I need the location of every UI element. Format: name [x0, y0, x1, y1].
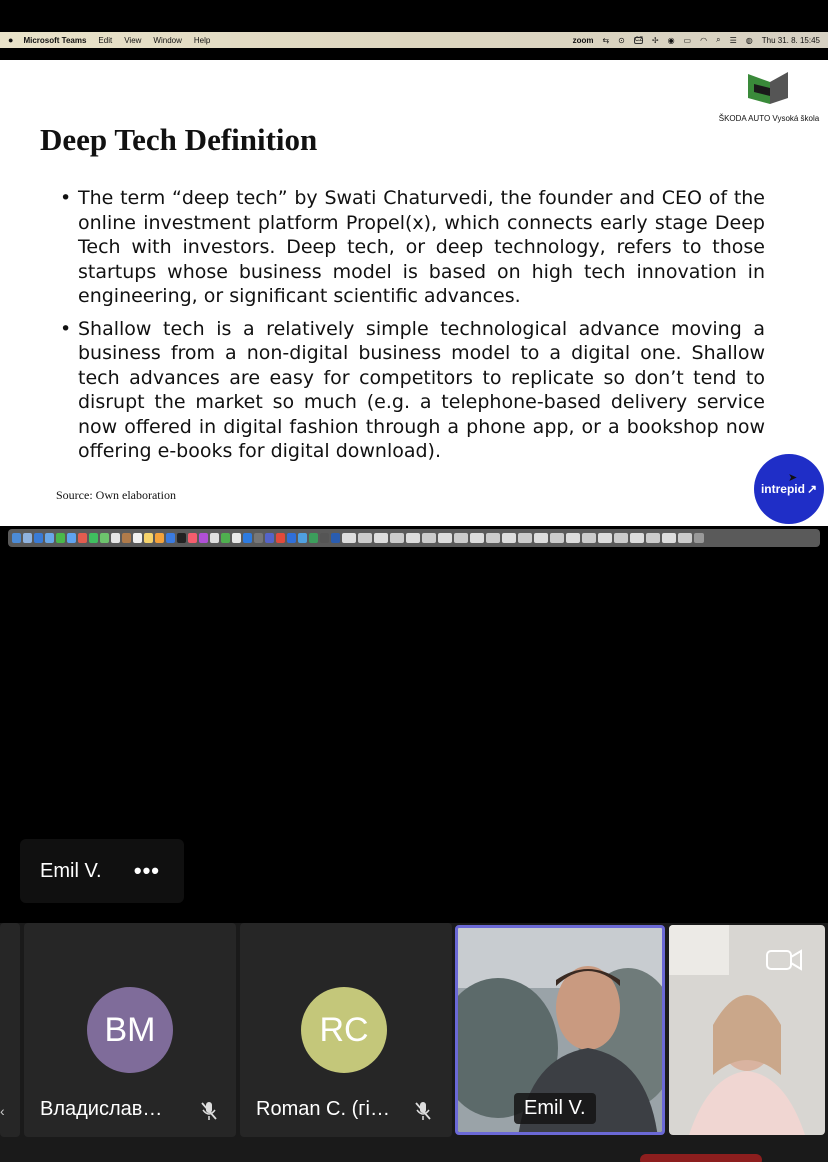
screen-share-top-gap	[0, 48, 828, 60]
mic-muted-icon	[200, 1101, 218, 1121]
apple-icon[interactable]: ●	[8, 35, 14, 45]
participant-video-active[interactable]	[455, 925, 665, 1135]
bullet-deep-tech: • The term “deep tech” by Swati Chaturvedi, the founder and CEO of the online investment platform Propel(x), which connects early stage Deep Tech with investors. Deep tech, or deep technology, refers to those startups whose business model is based on high tech innovation in engineering, or significant scientific advances.	[60, 186, 765, 309]
dock-app-icon	[12, 533, 21, 543]
dock-app-icon	[177, 533, 186, 543]
dock-app-icon	[199, 533, 208, 543]
dock-app-icon	[276, 533, 285, 543]
dock-app-icon	[89, 533, 98, 543]
dock-window-thumb	[550, 533, 564, 543]
avatar: RC	[301, 987, 387, 1073]
dock-window-thumb	[454, 533, 468, 543]
dock-window-thumb	[678, 533, 692, 543]
bullet-list	[60, 186, 765, 472]
dock-app-icon	[254, 533, 263, 543]
dock-app-icon	[34, 533, 43, 543]
participant-tile-partial[interactable]	[0, 923, 20, 1137]
status-icon[interactable]: ⇆	[602, 35, 610, 45]
shared-slide	[0, 60, 828, 526]
dock-app-icon	[210, 533, 219, 543]
dock-window-thumb	[342, 533, 356, 543]
menu-view[interactable]: View	[124, 35, 142, 45]
dock-window-thumb	[598, 533, 612, 543]
active-speaker-name: Emil V.	[40, 859, 102, 882]
bullet-shallow-tech: • Shallow tech is a relatively simple technological advance moving a business from a non-digital business model to a digital one. Shallow tech advances are easy for competitors to replicate so don’t tend to disrupt the market so much (e.g. a telephone-based delivery service now offered in digital fashion through a phone app, or a bookshop now offering e-books for digital download).	[60, 317, 765, 464]
dock-window-thumb	[438, 533, 452, 543]
intrepid-badge	[754, 454, 824, 524]
fan-icon[interactable]: ✢	[651, 35, 659, 45]
dock-window-thumb	[582, 533, 596, 543]
menu-app-name[interactable]: Microsoft Teams	[23, 35, 87, 45]
dock-app-icon	[331, 533, 340, 543]
slide-title: Deep Tech Definition	[40, 122, 318, 157]
dock-window-thumb	[486, 533, 500, 543]
dock-app-icon	[122, 533, 131, 543]
skoda-logo	[714, 70, 824, 123]
dock-window-thumb	[614, 533, 628, 543]
intrepid-label: intrepid	[760, 482, 805, 496]
dock-window-thumb	[630, 533, 644, 543]
avatar: BM	[87, 987, 173, 1073]
dock-app-icon	[221, 533, 230, 543]
dock-app-icon	[67, 533, 76, 543]
dock-app-icon	[100, 533, 109, 543]
slide-source: Source: Own elaboration	[56, 488, 176, 502]
dock-window-thumb	[502, 533, 516, 543]
dock-window-thumb	[470, 533, 484, 543]
dock-app-icon	[232, 533, 241, 543]
dock-window-thumb	[662, 533, 676, 543]
participant-name: Roman C. (гі…	[256, 1098, 390, 1120]
dock-app-icon	[144, 533, 153, 543]
mouse-cursor-icon: ➤	[788, 472, 798, 484]
logo-text: ŠKODA AUTO Vysoká škola	[718, 114, 820, 123]
participant-gallery	[0, 923, 828, 1162]
dock-app-icon	[243, 533, 252, 543]
dock-app-icon	[188, 533, 197, 543]
glasses-icon[interactable]: ⊙	[618, 35, 625, 45]
dock-app-icon	[309, 533, 318, 543]
menu-window[interactable]: Window	[153, 35, 182, 45]
mic-muted-icon	[414, 1101, 432, 1121]
battery-icon[interactable]: ▭	[683, 35, 692, 45]
menu-edit[interactable]: Edit	[98, 35, 113, 45]
arrow-up-right-icon: ↗	[806, 482, 818, 496]
dock-window-thumb	[646, 533, 660, 543]
shared-dock	[8, 529, 820, 547]
participant-name: Владислав…	[40, 1098, 163, 1120]
participant-name: Emil V.	[514, 1093, 596, 1124]
switch-camera-icon[interactable]	[765, 945, 803, 977]
dock-window-thumb	[534, 533, 548, 543]
dock-app-icon	[265, 533, 274, 543]
menu-help[interactable]: Help	[193, 35, 211, 45]
self-video[interactable]	[669, 925, 825, 1135]
record-icon[interactable]: ◉	[667, 35, 675, 45]
dock-window-thumb	[374, 533, 388, 543]
dock-app-icon	[111, 533, 120, 543]
search-icon[interactable]: ⌕	[716, 35, 721, 44]
dock-app-icon	[45, 533, 54, 543]
more-options-icon[interactable]: •••	[133, 858, 160, 883]
input-lang-badge[interactable]: CZ	[634, 36, 643, 43]
dock-app-icon	[133, 533, 142, 543]
wifi-icon[interactable]: ◠	[700, 35, 708, 45]
siri-icon[interactable]: ◍	[745, 35, 753, 45]
dock-app-icon	[298, 533, 307, 543]
dock-app-icon	[287, 533, 296, 543]
participant-tile[interactable]	[240, 923, 452, 1137]
dock-window-thumb	[518, 533, 532, 543]
leave-button-partial[interactable]	[640, 1154, 762, 1162]
zoom-status-item[interactable]: zoom	[572, 35, 594, 45]
dock-window-thumb	[406, 533, 420, 543]
scroll-left-icon[interactable]: ‹	[0, 1103, 5, 1119]
dock-window-thumb	[390, 533, 404, 543]
clock[interactable]: Thu 31. 8. 15:45	[761, 35, 820, 45]
participant-tile[interactable]	[24, 923, 236, 1137]
dock-window-thumb	[358, 533, 372, 543]
mac-menubar	[0, 32, 828, 48]
dock-window-thumb	[422, 533, 436, 543]
dock-app-icon	[23, 533, 32, 543]
active-speaker-tag	[20, 839, 184, 903]
dock-app-icon	[320, 533, 329, 543]
dock-app-icon	[56, 533, 65, 543]
dock-app-icon	[155, 533, 164, 543]
control-center-icon[interactable]: ☰	[729, 35, 737, 45]
skoda-logo-icon	[748, 70, 790, 108]
dock-app-icon	[166, 533, 175, 543]
dock-window-thumb	[566, 533, 580, 543]
dock-app-icon	[78, 533, 87, 543]
trash-icon	[694, 533, 704, 543]
